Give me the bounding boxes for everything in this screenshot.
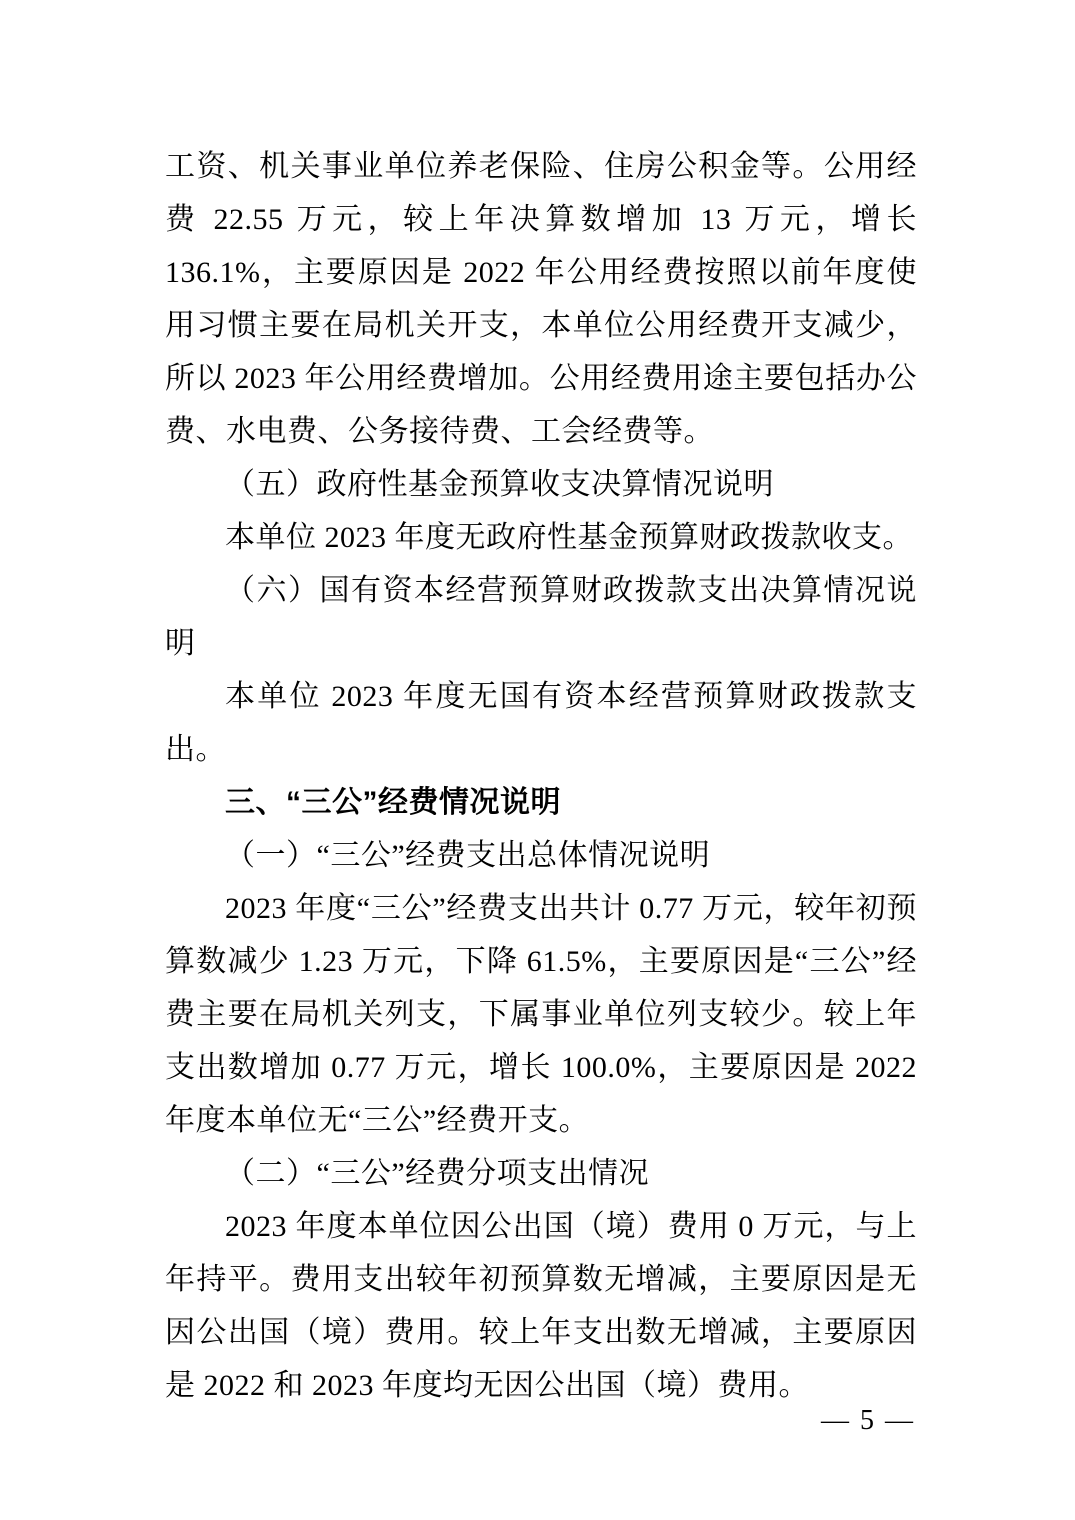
- heading-section-six-state-capital: （六）国有资本经营预算财政拨款支出决算情况说明: [165, 574, 917, 660]
- para-state-capital-statement: 本单位 2023 年度无国有资本经营预算财政拨款支出。: [165, 680, 917, 766]
- para-gov-fund-statement: 本单位 2023 年度无政府性基金预算财政拨款收支。: [225, 521, 913, 554]
- page-number: — 5 —: [821, 1405, 915, 1436]
- para-abroad-expense-statement: 2023 年度本单位因公出国（境）费用 0 万元，与上年持平。费用支出较年初预算数无增减，主要原因是无因公出国（境）费用。较上年支出数无增减，主要原因是 2022 和 2023 年度均无因公出国（境）费用。: [165, 1210, 917, 1402]
- para-continuation-public-funds: 工资、机关事业单位养老保险、住房公积金等。公用经费 22.55 万元，较上年决算数增加 13 万元，增长 136.1%，主要原因是 2022 年公用经费按照以前年度使用习惯主要在局机关开支，本单位公用经费开支减少，所以 2023 年公用经费增加。公用经费用途主要包括办公费、水电费、公务接待费、工会经费等。: [165, 150, 917, 448]
- heading-sub-one-overall: （一）“三公”经费支出总体情况说明: [225, 839, 711, 872]
- para-sangong-overall-statement: 2023 年度“三公”经费支出共计 0.77 万元，较年初预算数减少 1.23 万元，下降 61.5%，主要原因是“三公”经费主要在局机关列支，下属事业单位列支较少。较上年支出数增加 0.77 万元，增长 100.0%，主要原因是 2022 年度本单位无“三公”经费开支。: [165, 892, 917, 1137]
- document-content: [165, 140, 917, 1412]
- heading-sub-two-itemized: （二）“三公”经费分项支出情况: [225, 1157, 650, 1190]
- heading-section-five-gov-fund: （五）政府性基金预算收支决算情况说明: [225, 468, 774, 501]
- heading-chapter-three-sangong: 三、“三公”经费情况说明: [225, 786, 561, 819]
